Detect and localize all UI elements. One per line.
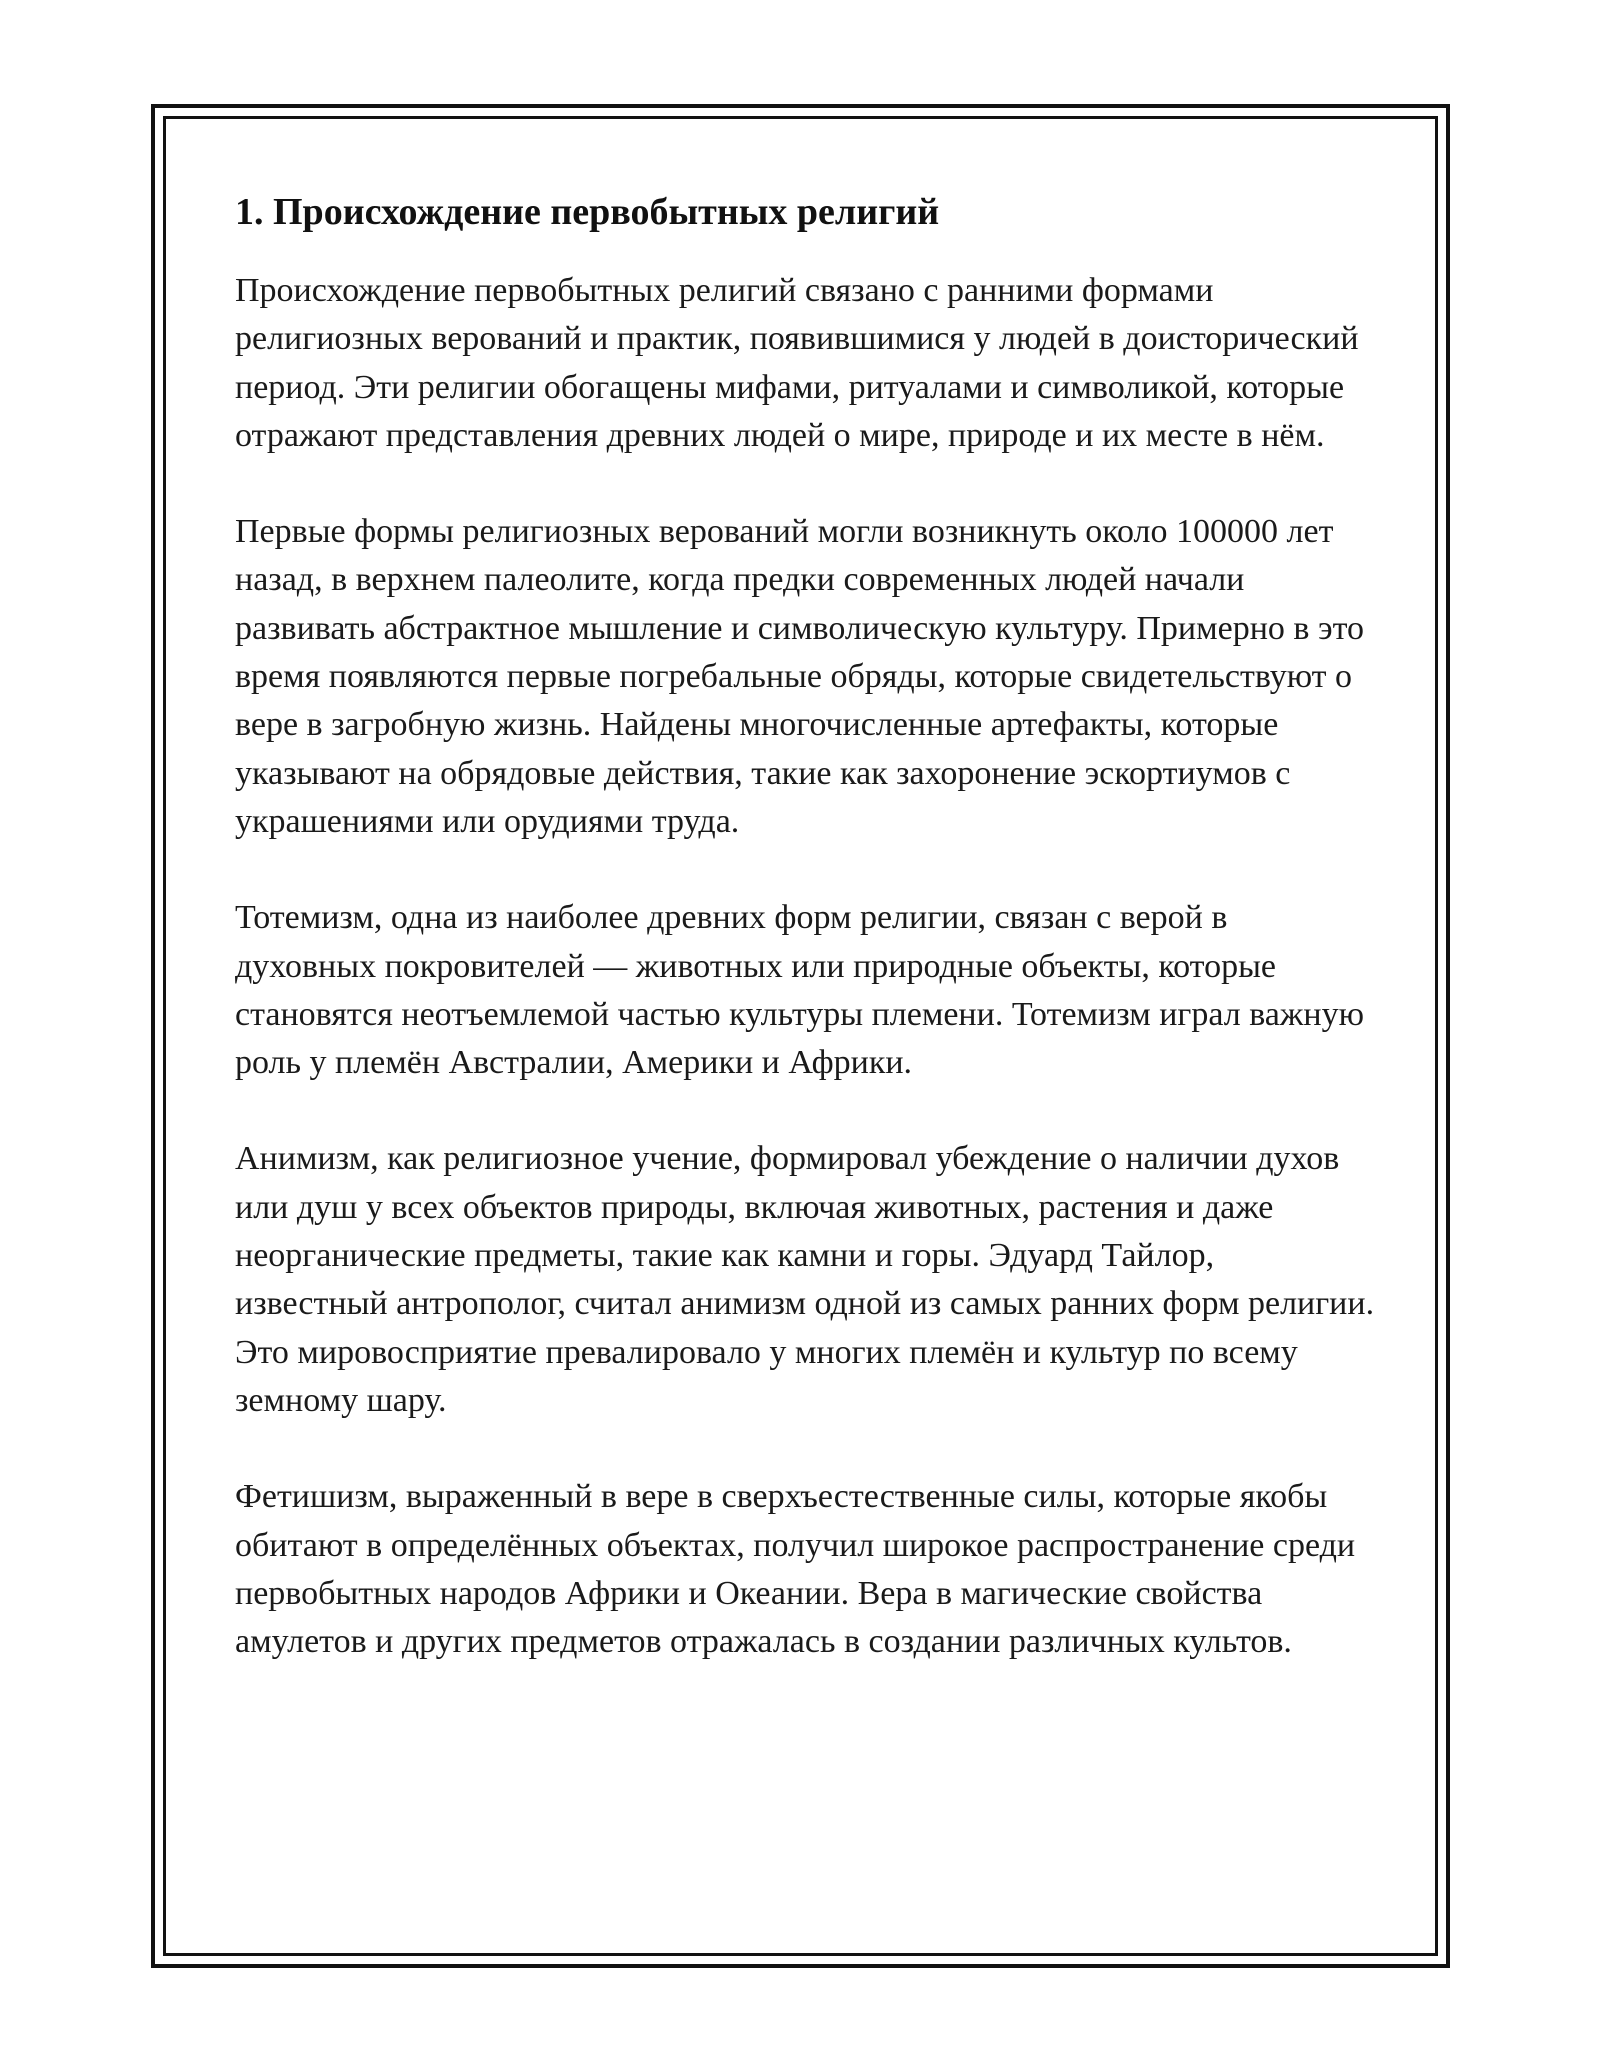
document-body	[235, 188, 1375, 1714]
paragraph-origin: Происхождение первобытных религий связано с ранними формами религиозных верований и практик, появившимися у людей в доисторический период. Эти религии обогащены мифами, ритуалами и символикой, которые отражают представления древних людей о мире, природе и их месте в нём.	[235, 272, 1359, 454]
paragraph-totemism: Тотемизм, одна из наиболее древних форм религии, связан с верой в духовных покровителей — животных или природные объекты, которые становятся неотъемлемой частью культуры племени. Тотемизм играл важную роль у племён Австралии, Америки и Африки.	[235, 899, 1364, 1082]
paragraph-first-beliefs: Первые формы религиозных верований могли возникнуть около 100000 лет назад, в верхнем палеолите, когда предки современных людей начали развивать абстрактное мышление и символическую культуру. Примерно в это время появляются первые погребальные обряды, которые свидетельствуют о вере в загробную жизнь. Найдены многочисленные артефакты, которые указывают на обрядовые действия, такие как захоронение эскортиумов с украшениями или орудиями труда.	[235, 513, 1364, 840]
section-heading: 1. Происхождение первобытных религий	[235, 191, 940, 233]
paragraph-animism: Анимизм, как религиозное учение, формировал убеждение о наличии духов или душ у всех объектов природы, включая животных, растения и даже неорганические предметы, такие как камни и горы. Эдуард Тайлор, известный антрополог, считал анимизм одной из самых ранних форм религии. Это мировосприятие превалировало у многих племён и культур по всему земному шару.	[235, 1140, 1375, 1419]
paragraph-fetishism: Фетишизм, выраженный в вере в сверхъестественные силы, которые якобы обитают в определённых объектах, получил широкое распространение среди первобытных народов Африки и Океании. Вера в магические свойства амулетов и других предметов отражалась в создании различных культов.	[235, 1478, 1356, 1661]
